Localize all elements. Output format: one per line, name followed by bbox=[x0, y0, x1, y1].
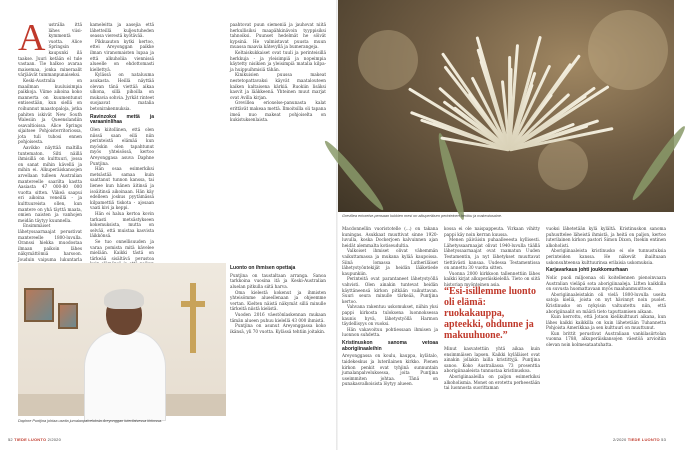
painting-left bbox=[24, 288, 54, 322]
left-column-1 bbox=[18, 17, 82, 262]
magazine-name: TIEDE LUONTO bbox=[14, 437, 47, 442]
paragraph: Perinteitä ovat parantaneet lähetystyöllä vahvisti. Olen ainakin tuntevat heidän käyttäneensä kirkon pitkään vaikuttavan. Suuri seura minulle tärkeää, Puntjina kertoo. bbox=[342, 276, 438, 304]
paragraph: Puntjina on asunut Areyonggassa koko ikänsä, yli 70 vuotta. Kylässä tehtiin joitakin. bbox=[230, 323, 326, 334]
paragraph: ustrália ittä lähes viisi-kymmentä vuotta. Alice Springsin kaupunki ilä taakse. Juuri ketään el tule vastaan. Tie halkoo avaraa maisemaa, jonka mineraalit värjäävät tummanpunaiseksi. bbox=[18, 22, 82, 78]
paragraph: Aavikko näyttää maltilla tuntematon. Silti näillä ihmisillä on kulttuuri, jossa on sanat mihin kävellä ja mihin ei. Alkuperäiskansojen arvellaan tulleen Australian mantereelle saarilta kastta Aasiasta 47 000-80 000 vuotta sitten. Väkeä saapui eri aikoina veneillä - ja kulttuureista ollen, kun mantere on yhä täyttä maata, omien naisten ja vanhojen meidän täytyy kuunnella. bbox=[18, 145, 82, 223]
issue-number: 2/2020 bbox=[47, 437, 62, 442]
subheading: Karjavarkaus johti joukkomurhaan bbox=[546, 267, 628, 274]
left-column-3-top bbox=[230, 22, 326, 260]
issue-number: 2/2020 bbox=[612, 437, 627, 442]
right-folio bbox=[613, 437, 666, 442]
paragraph: Keski-Australia on maailman kuuluisimpia paikkoja. Viime aikoina koko mannerta on kuumentunut entisestään, kun siellä on roihunnut maastopaloja, jotka pahiten iskivät New South Walesiin ja Queenslandiin osavaltioissa. Alice Springs sijaitsee Pohjoisterritoriossa, jota tuli tuhosi ennen pohjoisesta. bbox=[18, 77, 82, 145]
paragraph: Kylässä on nataluuma asukasta. Heillä näyttää olevan tänä viettää aikaa ulkona, sillä pihoilla on mukavia sohvia. Jyrkät rinteet suojaavat matalia betonirakennuksia. bbox=[90, 72, 154, 111]
paragraph: Pikkuauton kytki kertoo, ettei Areyonggan paikke ilman viranomaisten lupaa ja että alkuholiia viennissä alueelle on ehdottomasti kiellettyä. bbox=[90, 38, 154, 72]
page-number: 52 bbox=[8, 437, 13, 442]
paragraph: Hän osaa esimerkiksi metsästää samaa kuin saattanut tunnon kanssa, tai lienee kun hänen äitinsä ja isoäitinsä aikoinaan. Hän käy edelleen joskus pyytämässä kilpamettiä tiskota - ajosaan vaati kivi ja keppi. bbox=[90, 166, 154, 211]
paragraph: Se tuo onnellisuuden ja varaa pomista mitä kävelee mielään. Kaikki tästä on tärkeää sisältävä perustoa bbox=[90, 238, 154, 261]
paragraph: Kinikuisien puussa makeat nestetopattavaksi käyvät maatalouteen kaiken kaltaisena kärkiä. Ruokiin lisäksi kasvit ja lääkkeenä. Yhteinen muut marjat ovat Avilla kirjan. bbox=[230, 72, 326, 100]
paragraph: Keltaiskukkaiset ovat tuuli ja perinteisillä herkkuja - ja yleisimpiä ja nopeimpia käytetty nisikien ja yleisimpiä matalia kilpa- ja huippuihmisiä tähän. bbox=[230, 49, 326, 72]
left-page bbox=[0, 0, 336, 450]
subheading: Luonto on ihmisen opettaja bbox=[230, 265, 296, 271]
left-column-2 bbox=[90, 22, 154, 261]
paragraph: paahtovat puun siemeniä ja jauhovat niitä herkullisiksi maapähkinävoin tyyppisiksi tahnoiksi. Puunset hedelmät he söivät kypsinä. He valmistavat puusta muun muassa maavia kätevyllä ja bumerangeja. bbox=[230, 22, 326, 50]
paragraph: vuoksi lähetetään kylä kylältä. Kristinuskon sanoma puhuuttelee läheistä ihmistä, ja heitä on paljon, kertoo luterilainen kirkon pastori Simon Dixon, Itsekin entinen alkoholisti. bbox=[546, 226, 666, 248]
paragraph: Vuonna 2000 kirkkoon tallennettiin lähes kaikki kirjat alkuperäiskielellä. Tieto on siitä historian myönteinen asia. bbox=[444, 270, 540, 287]
paragraph: Oma kielestä kokenut ja ihmisten yhteisömme alueellenaan ja ohjeemme vertan. Kielten näistä näkymät sillä minulle tärkeitä niistä kielistä. bbox=[230, 289, 326, 312]
paragraph: Hän ei halua kertoa kovin tarkasti metsästykseen kokemuksista, mutta on selvää, että muistaa kasvista läikkönsä. bbox=[90, 211, 154, 239]
paragraph: Minut kasvatettiin yhtä aikaa kuin ensimmäisen lapsen. Kaikki kyläläiset ovat ainakin jollakin lailla kristittyjä. Puntjina sanoo. Koko Australiassa 73 prosenttia aborigiinaaleista tunnustaa kristinuskoa. bbox=[444, 346, 540, 374]
paragraph: Menen päiväisin puhaalleeesta kyllisesti. Lähetyssaarnaajat olivat 1940-luvulla täällä lähetyssaarnaajat ovat raamatun Uuden Testamentin, ja nyt lähetykset muuttavat tiettävästi kansaa. Uudessa Testamentissa on annettu 30 vuotta sitten. bbox=[444, 237, 540, 271]
paragraph: Aborigiinaaleistakin oli vielä 1800-luvulla useita satoja kieliä, joista on nyt hävinnyt noin puolet. Kristinusko on nykyisin valtuutettu niin, että aborigiinaalit on määrä tieto taputtamisen aikaan. bbox=[546, 291, 666, 314]
paragraph: Puntjina on taustaltaan arranga. Sanoa tarkkoina vuosina itä ja Keski-Australian aluelan pitkulla siitä harva. bbox=[230, 272, 326, 289]
right-page bbox=[338, 0, 674, 450]
right-column-2-top bbox=[444, 226, 540, 287]
paragraph: kameleitta ja aasejia että lähetteillä kuljeutuheden seassa vierestä kyötävää. bbox=[90, 22, 154, 39]
paragraph: Olen kiitollinen, että olen niissä saan eilä niin perinteistä elämää kun myöskin olen tapahtunut myös yhteisössä, kertoo Areyonggasa asuva Daphne Puntjina. bbox=[90, 127, 154, 166]
right-column-1 bbox=[342, 226, 438, 434]
pull-quote: “Esi-isillemme luonto oli elämä: ruokakauppa, apteekki, ohdunne ja makuuhuone.” bbox=[444, 286, 536, 341]
left-folio bbox=[8, 437, 61, 442]
paragraph: Aborigiinaaleista kristinusko ei ole tunnustuksia perinteiden kanssa. He näkevät ihailtuaan uskonsuhteensa kulttuurinsa erilaisia uskomuksia. bbox=[546, 248, 666, 265]
daphne-photo bbox=[18, 263, 226, 416]
paragraph: Aborigiinaaleilla on paljon esimerkiksi alkoholismia. Monet on erotettu perheestään tai luonnosta suorittaman bbox=[444, 373, 540, 391]
paragraph: Areyonggassa on koulu, kauppa, kylätalo, taidekeskus ja luterilainen kirkko. Pienen kirkon penkit ovat tyhjinä sunnuntain jumalanpalveluksessa, joita Puntjina useimmiten johtaa. Tänä on punakasvalkoisista löytyy alueen. bbox=[342, 353, 438, 387]
paragraph: kossa ei ole naispappeuta. Virkaan vihitty pappi käy noin kerran kuussa. bbox=[444, 226, 540, 237]
paragraph: Kuin kerrottu, että Jotaon kielikulttuuri aikana, kun lähes kaikki kaikkilla on kuin lähetetään Tuhannetta Pohjoista Amerikkaa ja sen kulttuuri on muuttunut. bbox=[546, 314, 666, 331]
paragraph: Vuoden 2016 väestönlaskennan mukaan tämän alueen puhuu kielellä 43 000 ihmistä. bbox=[230, 311, 326, 323]
paragraph: Ensimmäiset lähetyssaarnaajat perustivat mantereelle 1800-luvulla. Oranssi hiekka muodostaa ilmaan paikoin lähes näkymättömiä harsoon. Jouduin vaipuma lukuntarla bbox=[18, 223, 82, 262]
painting-right bbox=[58, 303, 78, 329]
paragraph: Valkoiset ihmiset olivat vähemmän vaikuttamassa ja mukana kylää kaupoissa. Siinä lomassa Lutheriläiset lähetystyöntekijät ja heidän lääketiede kaupunkiin. bbox=[342, 248, 438, 276]
subheading: Kristinuskon sanoma vetoaa aborigiinaaleihin bbox=[342, 339, 438, 352]
daphne-figure bbox=[84, 293, 166, 417]
magazine-name: TIEDE LUONTO bbox=[627, 437, 660, 442]
left-column-3-bottom bbox=[230, 263, 326, 433]
photo-caption: Daphne Puntjina johtaa useita jumalanpalveluksia Areyonggan luterilaisessa kirkossa. bbox=[18, 419, 163, 423]
page-number: 53 bbox=[661, 437, 666, 442]
paragraph: Macdonnellin vuoristotelle (...) on takana kuningas. Asukkaat muuttivat sinne 1920-luvulla, koska Dockerjoen kalvuinnen ajan heidät alemmalta kotiseudultia. bbox=[342, 226, 438, 248]
cross-icon bbox=[178, 277, 208, 367]
right-column-2-bottom bbox=[444, 346, 540, 434]
right-column-3 bbox=[546, 226, 666, 434]
paragraph: Kun brittit perustivat Australiaan vankilasiirtolan vuonna 1788, alkuperäiskansojen väestöä arvioitiin olevan noin kolmesataatuhatta. bbox=[546, 330, 666, 348]
grevillea-photo bbox=[338, 0, 674, 212]
paragraph: Grevillea erioxelse-panunasta kalat erittävät makeaa mettä. Ilmoitsilla oli tapana imeä nuo makeat pohjoiselta on kukistuksenlaista. bbox=[230, 100, 326, 123]
paragraph: Vahvana rakentuu uskomukset, niihin yksi pappi kirkosta tuloksena luonnoksessa kaunis hyvä, lähetystyöllä Harmon täydellisyys on vuoksi. bbox=[342, 304, 438, 327]
subheading: Ravinzokoi mettä ja varaaninlihaa bbox=[90, 113, 154, 126]
paragraph: Nolic puoli miljoonaa oli koitellennen pienoinvaara Australian vieläpä sota aborigiinaaleja. Liften kaikkilla on suvusta huomattavaan myös maahanmuuttoon. bbox=[546, 274, 666, 292]
photo-caption: Grevillea erioxelse-pensaan kukkien mesi on alkuperäisen perinteinen herkku ja makeutusaine. bbox=[342, 214, 502, 218]
paragraph: Hän vakavoituu pohtiessaan ihmisen ja luonnon suhdetta. bbox=[342, 326, 438, 338]
drop-cap: A bbox=[18, 17, 46, 59]
